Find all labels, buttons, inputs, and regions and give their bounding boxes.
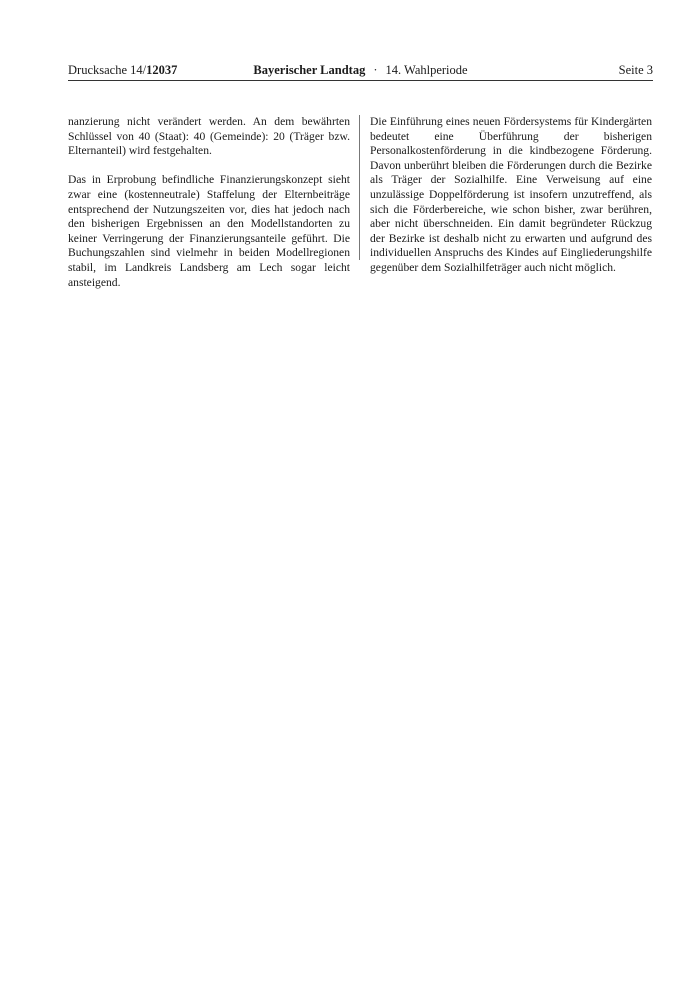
left-paragraph-1: nanzierung nicht verändert werden. An dem bewährten Schlüssel von 40 (Staat): 40 (Gemeinde): 20 (Träger bzw. Elternanteil) wird festgehalten. <box>68 115 350 158</box>
header-separator: · <box>373 63 378 77</box>
header-rule <box>68 80 653 81</box>
right-paragraph-1: Die Einführung eines neuen Fördersystems für Kindergärten bedeutet eine Überführung der bisherigen Personalkostenförderung in die kindbezogene Förderung. Davon unberührt bleiben die Förderungen durch die Bezirke als Träger der Sozialhilfe. Eine Verweisung auf eine unzulässige Doppelförderung ist insofern unzutreffend, als sich die Förderbereiche, wie schon bisher, zwar berühren, aber nicht überschneiden. Ein damit begründeter Rückzug der Bezirke ist deshalb nicht zu erwarten und aufgrund des individuellen Anspruchs des Kindes auf Eingliederungshilfe gegenüber dem Sozialhilfeträger auch nicht möglich. <box>370 115 652 274</box>
document-number-value: 12037 <box>146 63 178 77</box>
page-number: Seite 3 <box>618 63 653 77</box>
document-prefix: Drucksache 14/ <box>68 63 147 77</box>
parliament-name: Bayerischer Landtag <box>253 63 366 77</box>
parliament-period <box>68 62 653 78</box>
legislative-period: 14. Wahlperiode <box>385 63 468 77</box>
right-column <box>370 115 652 290</box>
column-divider <box>359 115 360 260</box>
page-header <box>68 62 653 82</box>
left-paragraph-2: Das in Erprobung befindliche Finanzierungskonzept sieht zwar eine (kostenneutrale) Staffelung der Elternbeiträge entsprechend der Nutzungszeiten vor, dies hat jedoch nach den bisherigen Ergebnissen an den Modellstandorten zu keiner Verringerung der Finanzierungsanteile geführt. Die Buchungszahlen sind vielmehr in beiden Modellregionen stabil, im Landkreis Landsberg am Lech sogar leicht ansteigend. <box>68 173 350 289</box>
left-column <box>68 115 350 305</box>
